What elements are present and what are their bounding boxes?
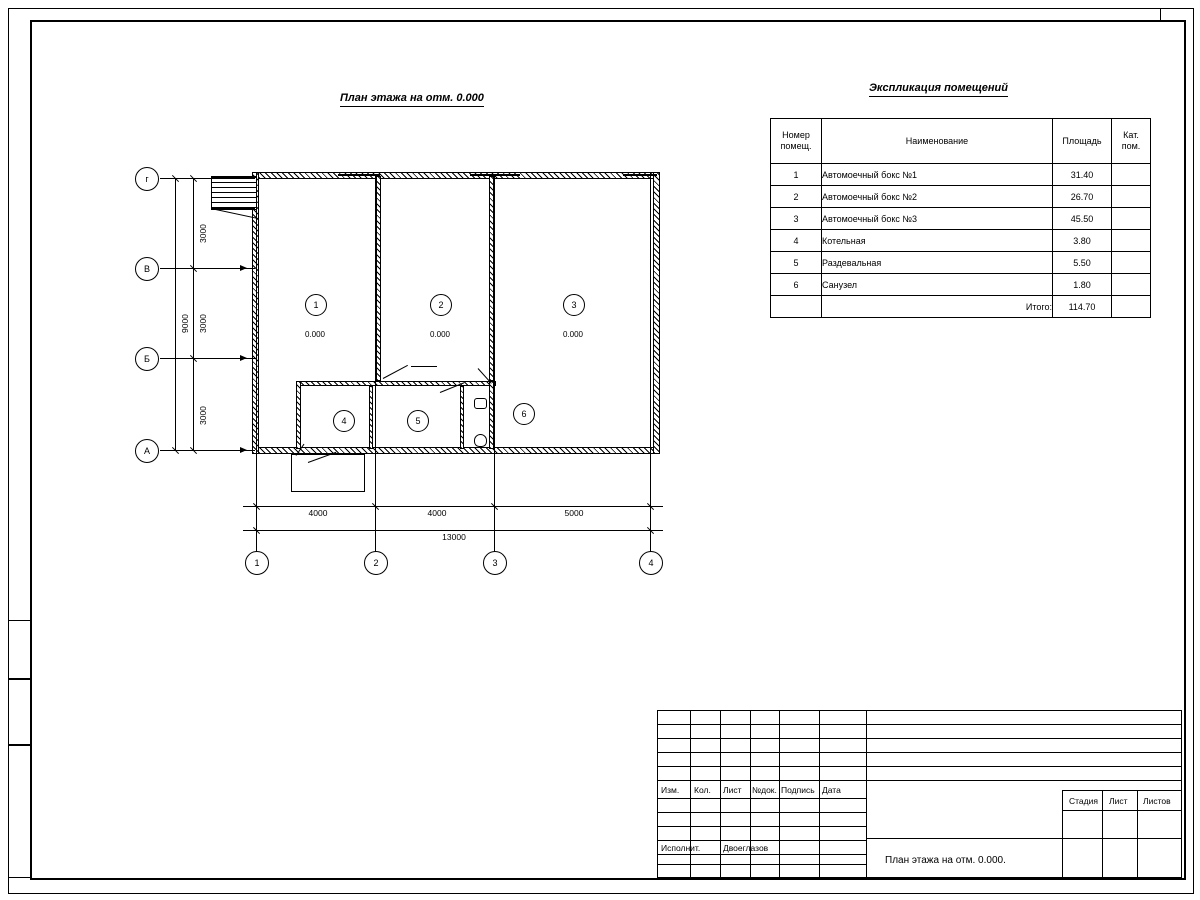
- explication-table: [770, 118, 1151, 318]
- total-value: 114.70: [1053, 296, 1112, 318]
- table-row: [771, 252, 1151, 274]
- opening-top-1: [338, 174, 380, 176]
- stamp-drawing-name: План этажа на отм. 0.000.: [885, 855, 1006, 866]
- axis-bubble-a: А: [135, 439, 159, 463]
- stamp-rule: [866, 710, 1182, 711]
- axis-arrow-a: [240, 447, 247, 453]
- room-bubble-4: 4: [333, 410, 355, 432]
- table-row: [771, 274, 1151, 296]
- title-block: [657, 710, 1182, 878]
- stamp-rule: [1137, 790, 1138, 878]
- axis-line-1: [256, 172, 257, 552]
- opening-top-2: [470, 174, 520, 176]
- stair-porch: [211, 176, 257, 210]
- header-category-line2: пом.: [1121, 141, 1141, 151]
- stamp-executor-name: Двоеглазов: [723, 843, 769, 853]
- wall-exterior-top: [252, 172, 660, 179]
- header-category: [1112, 119, 1151, 164]
- leader-line-2b: [466, 381, 486, 382]
- wall-exterior-bottom: [252, 447, 660, 454]
- stamp-rule: [657, 710, 658, 878]
- stamp-sheet-label: Лист: [1109, 796, 1128, 806]
- axis-arrow-v: [240, 265, 247, 271]
- stamp-rule: [866, 738, 1182, 739]
- leader-line-1b: [411, 366, 437, 367]
- stair-edge-left: [211, 176, 212, 209]
- stamp-rule: [657, 854, 866, 855]
- dim-vertical-1: 3000: [198, 224, 208, 243]
- axis-line-2: [375, 176, 376, 552]
- stamp-rule: [866, 766, 1182, 767]
- dim-chain-horizontal-inner: [243, 506, 663, 507]
- stamp-rule: [690, 710, 691, 780]
- stamp-stage-label: Стадия: [1069, 796, 1098, 806]
- table-row: [771, 230, 1151, 252]
- table-row: [771, 186, 1151, 208]
- stamp-rule: [657, 752, 866, 753]
- cell-number: 5: [771, 252, 822, 274]
- stamp-rule: [779, 780, 780, 878]
- dim-horizontal-2: 4000: [409, 508, 465, 518]
- stamp-col-list: Лист: [723, 785, 742, 795]
- axis-bubble-b: Б: [135, 347, 159, 371]
- total-blank: [771, 296, 822, 318]
- stamp-rule: [657, 738, 866, 739]
- stamp-col-kol: Кол.: [694, 785, 711, 795]
- cell-category: [1112, 186, 1151, 208]
- room-level-2: 0.000: [429, 330, 451, 339]
- stamp-rule: [720, 710, 721, 780]
- stamp-rule: [657, 724, 866, 725]
- header-category-line1: Кат.: [1123, 130, 1139, 140]
- cell-name: Автомоечный бокс №2: [822, 186, 1053, 208]
- margin-stub-1: [8, 620, 31, 680]
- dim-horizontal-1: 4000: [290, 508, 346, 518]
- plan-title: План этажа на отм. 0.000: [340, 92, 484, 107]
- stamp-executor-label: Исполнит.: [661, 843, 701, 853]
- cell-area: 45.50: [1053, 208, 1112, 230]
- stamp-rule: [1062, 790, 1063, 878]
- room-bubble-3: 3: [563, 294, 585, 316]
- cell-area: 3.80: [1053, 230, 1112, 252]
- cell-category: [1112, 230, 1151, 252]
- wc-fixture-sink: [474, 398, 487, 409]
- cell-area: 26.70: [1053, 186, 1112, 208]
- opening-top-3: [623, 174, 657, 176]
- stamp-rule: [1181, 710, 1182, 878]
- stamp-rule: [819, 780, 820, 878]
- dim-vertical-total: 9000: [180, 314, 190, 333]
- stamp-col-podpis: Подпись: [781, 785, 815, 795]
- axis-bubble-4: 4: [639, 551, 663, 575]
- cell-number: 2: [771, 186, 822, 208]
- cell-name: Автомоечный бокс №3: [822, 208, 1053, 230]
- room-level-3: 0.000: [562, 330, 584, 339]
- cell-name: Раздевальная: [822, 252, 1053, 274]
- stamp-rule: [657, 840, 866, 841]
- stamp-rule: [690, 780, 691, 878]
- stamp-rule: [657, 812, 866, 813]
- stamp-rule: [750, 780, 751, 878]
- room-bubble-5: 5: [407, 410, 429, 432]
- stamp-rule: [657, 826, 866, 827]
- axis-arrow-b: [240, 355, 247, 361]
- axis-bubble-1: 1: [245, 551, 269, 575]
- cell-name: Автомоечный бокс №1: [822, 164, 1053, 186]
- cell-category: [1112, 208, 1151, 230]
- wall-service-mid2: [460, 386, 464, 449]
- cell-number: 3: [771, 208, 822, 230]
- total-category-blank: [1112, 296, 1151, 318]
- stamp-rule: [819, 710, 820, 780]
- dim-horizontal-total: 13000: [426, 532, 482, 542]
- cell-number: 1: [771, 164, 822, 186]
- stamp-rule: [866, 838, 1062, 839]
- total-label: Итого:: [822, 296, 1053, 318]
- cell-number: 4: [771, 230, 822, 252]
- cell-category: [1112, 274, 1151, 296]
- axis-line-4: [650, 172, 651, 552]
- axis-bubble-v: В: [135, 257, 159, 281]
- stamp-rule: [866, 752, 1182, 753]
- margin-stub-top: [1160, 20, 1182, 22]
- dim-chain-horizontal-outer: [243, 530, 663, 531]
- room-bubble-2: 2: [430, 294, 452, 316]
- header-area: Площадь: [1053, 119, 1112, 164]
- axis-line-3: [494, 176, 495, 552]
- cell-name: Санузел: [822, 274, 1053, 296]
- leader-line-1: [383, 365, 408, 379]
- stamp-rule: [750, 710, 751, 780]
- cell-name: Котельная: [822, 230, 1053, 252]
- cell-category: [1112, 252, 1151, 274]
- stamp-rule: [657, 780, 1182, 781]
- stamp-col-data: Дата: [822, 785, 841, 795]
- floor-plan: [0, 0, 700, 600]
- dim-chain-vertical-outer: [175, 178, 176, 450]
- stamp-col-ndok: №док.: [752, 785, 777, 795]
- stamp-rule: [866, 724, 1182, 725]
- header-number-line2: помещ.: [780, 141, 812, 151]
- room-bubble-1: 1: [305, 294, 327, 316]
- axis-bubble-g: г: [135, 167, 159, 191]
- table-total-row: [771, 296, 1151, 318]
- wall-exterior-right: [653, 172, 660, 454]
- margin-stub-3: [8, 744, 31, 878]
- stamp-rule: [1062, 838, 1182, 839]
- axis-bubble-3: 3: [483, 551, 507, 575]
- table-row: [771, 208, 1151, 230]
- header-number: [771, 119, 822, 164]
- axis-bubble-2: 2: [364, 551, 388, 575]
- margin-stub-2: [8, 678, 31, 746]
- stamp-rule: [720, 780, 721, 878]
- cell-category: [1112, 164, 1151, 186]
- margin-stub-top-tick: [1160, 8, 1161, 22]
- explication-title: Экспликация помещений: [869, 82, 1008, 97]
- cell-area: 5.50: [1053, 252, 1112, 274]
- header-number-line1: Номер: [782, 130, 810, 140]
- entry-porch: [291, 454, 365, 492]
- dim-vertical-3: 3000: [198, 406, 208, 425]
- cell-area: 1.80: [1053, 274, 1112, 296]
- wc-fixture-toilet: [474, 434, 487, 447]
- cell-area: 31.40: [1053, 164, 1112, 186]
- stamp-rule: [1062, 810, 1182, 811]
- room-level-1: 0.000: [304, 330, 326, 339]
- cell-number: 6: [771, 274, 822, 296]
- wall-service-mid1: [369, 386, 373, 449]
- stamp-rule: [657, 766, 866, 767]
- dim-horizontal-3: 5000: [546, 508, 602, 518]
- stamp-rule: [1102, 790, 1103, 878]
- dim-vertical-2: 3000: [198, 314, 208, 333]
- stamp-rule: [657, 864, 866, 865]
- dim-chain-vertical-inner: [193, 178, 194, 450]
- stamp-col-izm: Изм.: [661, 785, 680, 795]
- header-name: Наименование: [822, 119, 1053, 164]
- stamp-rule: [866, 710, 867, 878]
- stamp-sheets-label: Листов: [1143, 796, 1171, 806]
- table-row: [771, 164, 1151, 186]
- wall-service-left: [296, 381, 301, 449]
- stamp-rule: [779, 710, 780, 780]
- room-bubble-6: 6: [513, 403, 535, 425]
- table-header-row: [771, 119, 1151, 164]
- wall-partition-axis2: [376, 176, 381, 381]
- stamp-rule: [1062, 790, 1182, 791]
- stamp-rule-columns: [657, 798, 866, 799]
